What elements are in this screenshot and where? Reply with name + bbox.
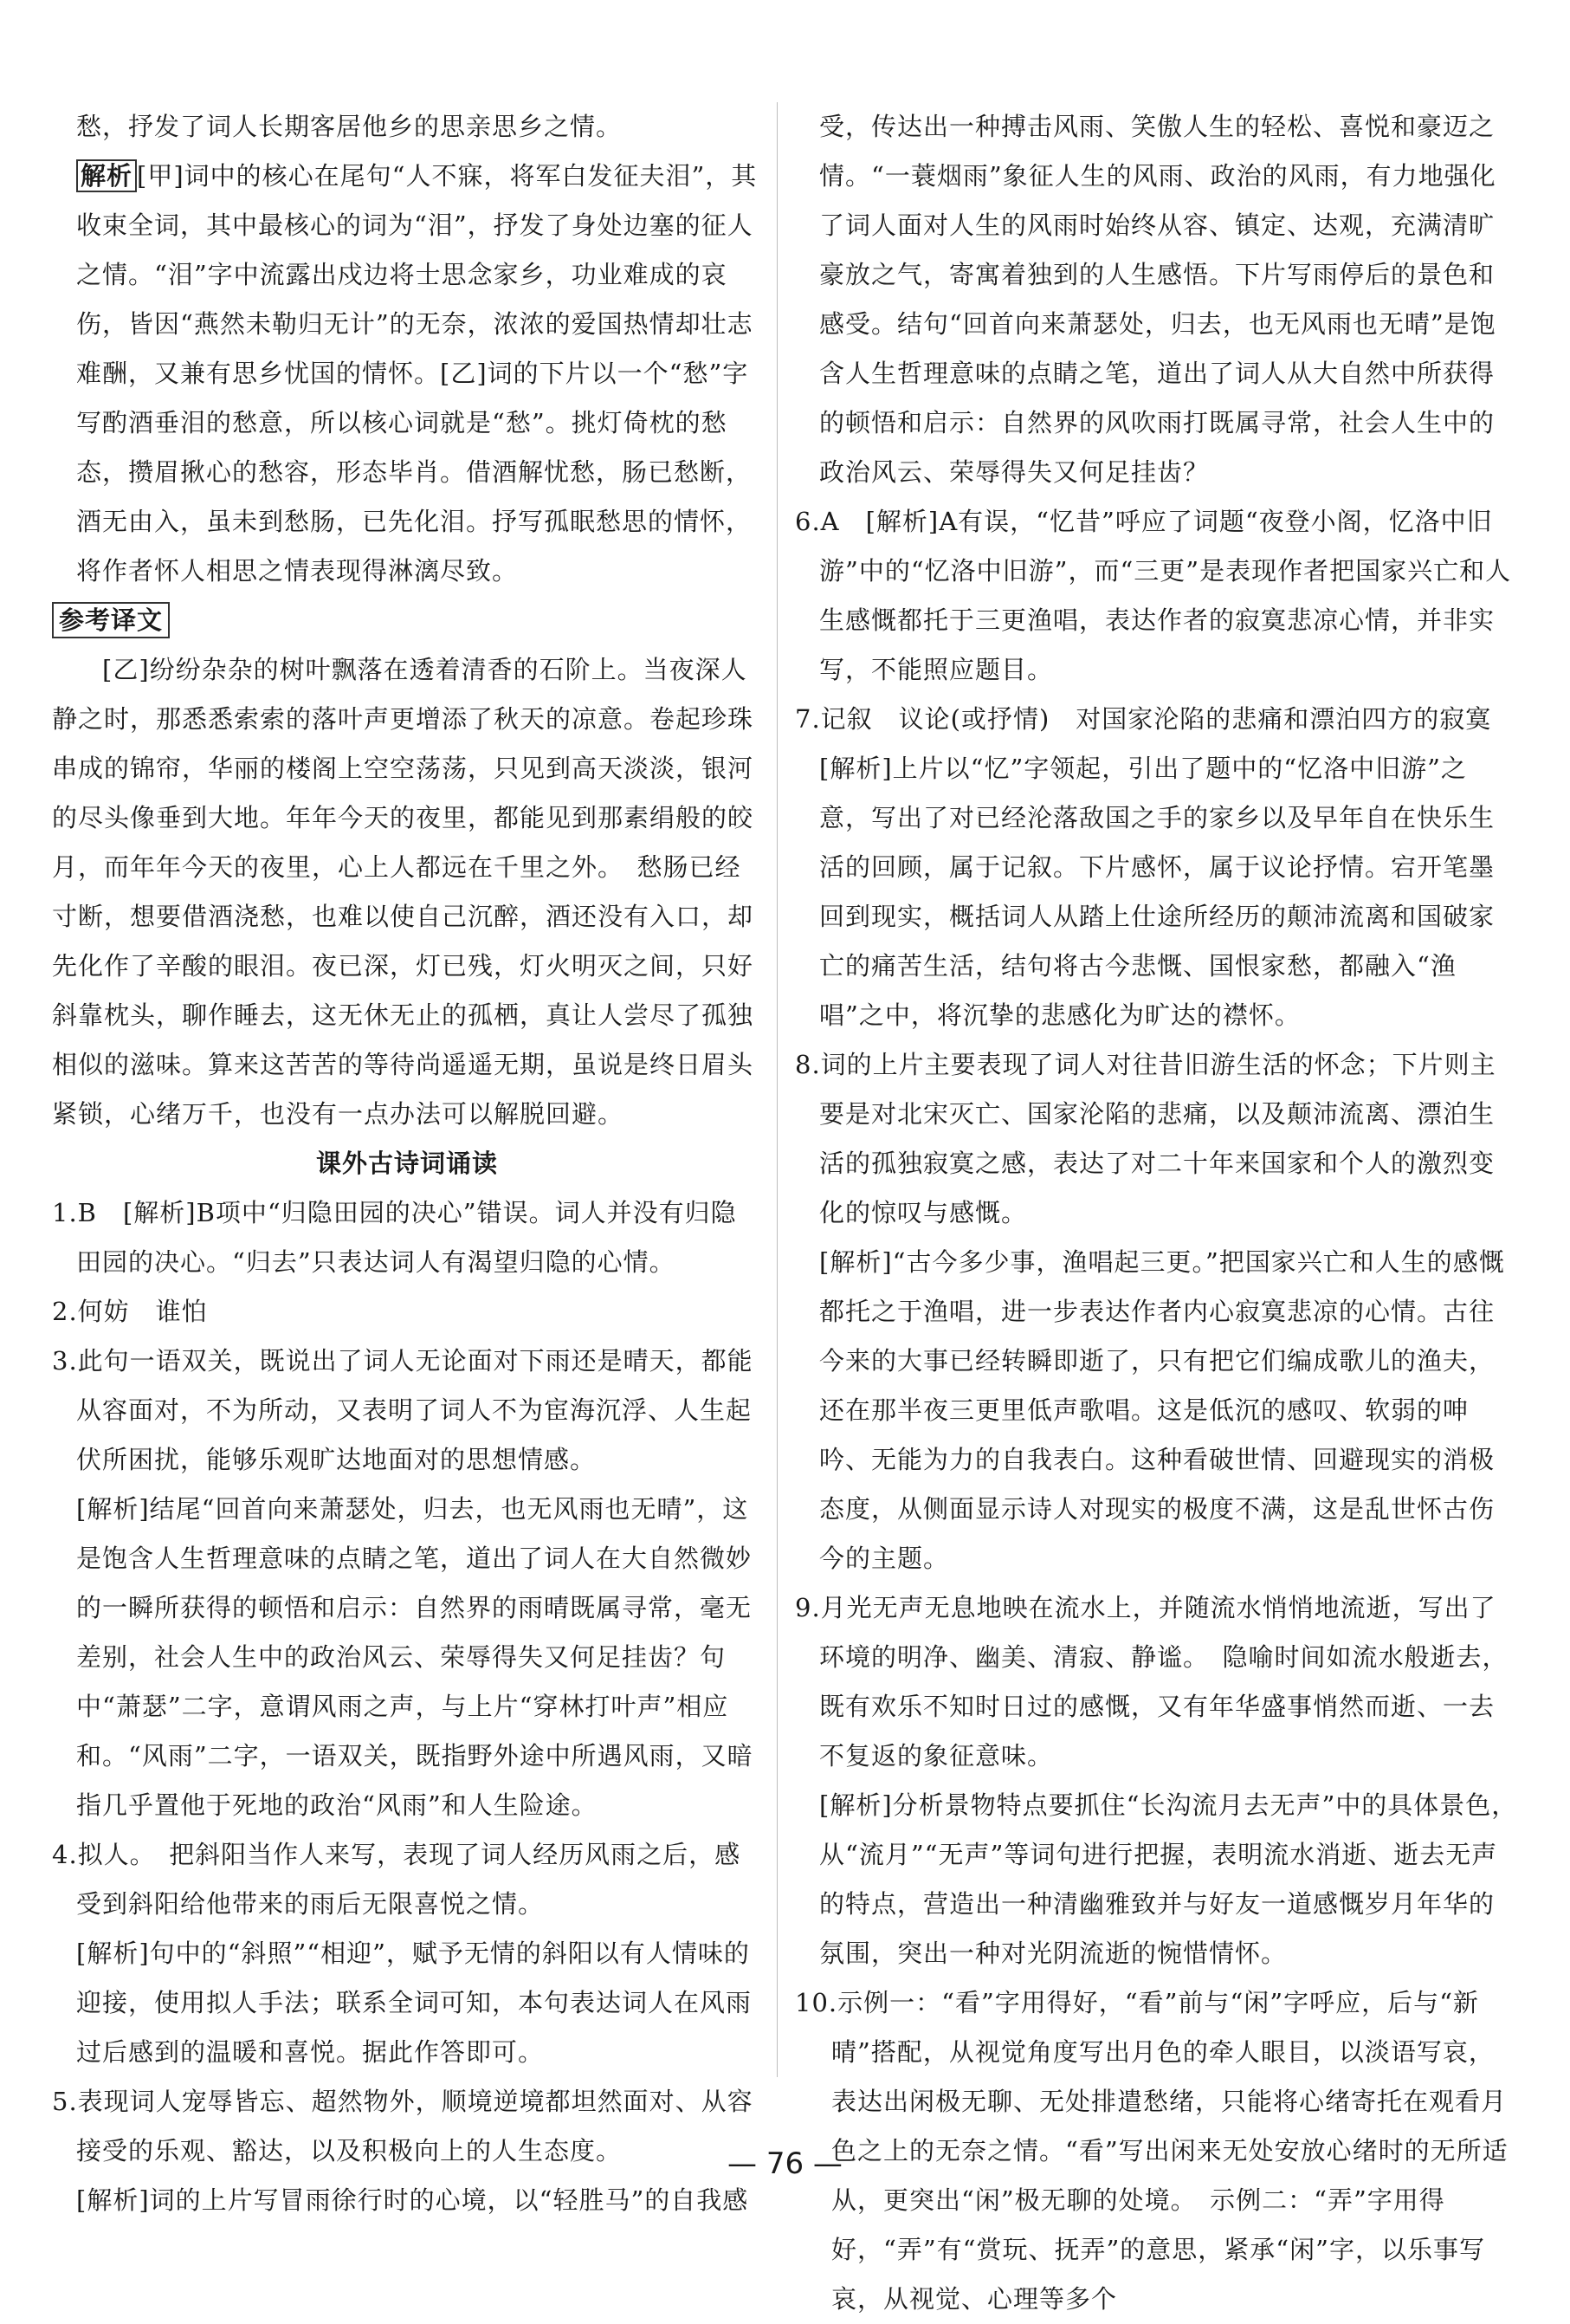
answer-1: 1.B [解析]B项中“归隐田园的决心”错误。词人并没有归隐田园的决心。“归去”只表达词人有渴望归隐的心情。 (52, 1198, 737, 1277)
answer-3-analysis: [解析]结尾“回首向来萧瑟处，归去，也无风雨也无晴”，这是饱含人生哲理意味的点睛之笔，道出了词人在大自然微妙的一瞬所获得的顿悟和启示：自然界的雨晴既属寻常，毫无差别，社会人生中的政治风云、荣辱得失又何足挂齿？句中“萧瑟”二字，意谓风雨之声，与上片“穿林打叶声”相应和。“风雨”二字，一语双关，既指野外途中所遇风雨，又暗指几乎置他于死地的政治“风雨”和人生险途。 (76, 1494, 753, 1820)
jiexi-tag: 解析 (76, 159, 137, 192)
answer-8: 8.词的上片主要表现了词人对往昔旧游生活的怀念；下片则主要是对北宋灭亡、国家沦陷的悲痛，以及颠沛流离、漂泊生活的孤独寂寞之感，表达了对二十年来国家和个人的激烈变化的惊叹与感慨。 (795, 1050, 1496, 1227)
jiexi-block-1: 解析 [甲]词中的核心在尾句“人不寐，将军白发征夫泪”，其收束全词，其中最核心的词为“泪”，抒发了身处边塞的征人之情。“泪”字中流露出戍边将士思念家乡，功业难成的哀伤，皆因“燕然未勒归无计”的无奈，浓浓的爱国热情却壮志难酬，又兼有思乡忧国的情怀。[乙]词的下片以一个“愁”字写酌酒垂泪的愁意，所以核心词就是“愁”。挑灯倚枕的愁态，攒眉揪心的愁容，形态毕肖。借酒解忧愁，肠已愁断，酒无由入，虽未到愁肠，已先化泪。抒写孤眠愁思的情怀，将作者怀人相思之情表现得淋漓尽致。 (76, 161, 758, 586)
answer-2: 2.何妨 谁怕 (52, 1297, 208, 1326)
answer-9-analysis: [解析]分析景物特点要抓住“长沟流月去无声”中的具体景色，从“流月”“无声”等词句进行把握，表明流水消逝、逝去无声的特点，营造出一种清幽雅致并与好友一道感慨岁月年华的氛围，突出一种对光阴流逝的惋惜情怀。 (819, 1790, 1518, 1968)
reference-translation-label: 参考译文 (52, 602, 170, 638)
answer-3: 3.此句一语双关，既说出了词人无论面对下雨还是晴天，都能从容面对，不为所动，又表明了词人不为宦海沉浮、人生起伏所困扰，能够乐观旷达地面对的思想情感。 (52, 1346, 753, 1474)
answer-9: 9.月光无声无息地映在流水上，并随流水悄悄地流逝，写出了环境的明净、幽美、清寂、静谧。 隐喻时间如流水般逝去，既有欢乐不知时日过的感慨，又有年华盛事悄然而逝、一去不复返的象征意味。 (795, 1593, 1509, 1771)
answer-5-analysis-continued: 受，传达出一种搏击风雨、笑傲人生的轻松、喜悦和豪迈之情。“一蓑烟雨”象征人生的风雨、政治的风雨，有力地强化了词人面对人生的风雨时始终从容、镇定、达观，充满清旷豪放之气，寄寓着独到的人生感悟。下片写雨停后的景色和感受。结句“回首向来萧瑟处，归去，也无风雨也无晴”是饱含人生哲理意味的点睛之笔，道出了词人从大自然中所获得的顿悟和启示：自然界的风吹雨打既属寻常，社会人生中的政治风云、荣辱得失又何足挂齿？ (819, 112, 1496, 487)
answer-5: 5.表现词人宠辱皆忘、超然物外，顺境逆境都坦然面对、从容接受的乐观、豁达，以及积极向上的人生态度。 (52, 2087, 753, 2165)
answer-7-analysis: [解析]上片以“忆”字领起，引出了题中的“忆洛中旧游”之意，写出了对已经沦落敌国之手的家乡以及早年自在快乐生活的回顾，属于记叙。下片感怀，属于议论抒情。宕开笔墨回到现实，概括词人从踏上仕途所经历的颠沛流离和国破家亡的痛苦生活，结句将古今悲慨、国恨家愁，都融入“渔唱”之中，将沉挚的悲感化为旷达的襟怀。 (819, 754, 1496, 1030)
answer-4-analysis: [解析]句中的“斜照”“相迎”，赋予无情的斜阳以有人情味的迎接，使用拟人手法；联系全词可知，本句表达词人在风雨过后感到的温暖和喜悦。据此作答即可。 (76, 1939, 753, 2067)
translation-text: [乙]纷纷杂杂的树叶飘落在透着清香的石阶上。当夜深人静之时，那悉悉索索的落叶声更增添了秋天的凉意。卷起珍珠串成的锦帘，华丽的楼阁上空空荡荡，只见到高天淡淡，银河的尽头像垂到大地。年年今天的夜里，都能见到那素绢般的皎月，而年年今天的夜里，心上人都远在千里之外。 愁肠已经寸断，想要借酒浇愁，也难以使自己沉醉，酒还没有入口，却先化作了辛酸的眼泪。夜已深，灯已残，灯火明灭之间，只好斜靠枕头，聊作睡去，这无休无止的孤栖，真让人尝尽了孤独相似的滋味。算来这苦苦的等待尚遥遥无期，虽说是终日眉头紧锁，心绪万千，也没有一点办法可以解脱回避。 (52, 655, 754, 1129)
answer-4: 4.拟人。 把斜阳当作人来写，表现了词人经历风雨之后，感受到斜阳给他带来的雨后无限喜悦之情。 (52, 1840, 741, 1919)
page-number: — 76 — (727, 2146, 843, 2181)
right-column (795, 102, 1518, 2324)
answer-10: 10.示例一：“看”字用得好，“看”前与“闲”字呼应，后与“新晴”搭配，从视觉角度写出月色的牵人眼目，以淡语写哀，表达出闲极无聊、无处排遣愁绪，只能将心绪寄托在观看月色之上的无奈之情。“看”写出闲来无处安放心绪时的无所适从，更突出“闲”极无聊的处境。 示例二：“弄”字用得好，“弄”有“赏玩、抚弄”的意思，紧承“闲”字，以乐事写哀，从视觉、心理等多个 (795, 1988, 1509, 2314)
translation-heading (52, 596, 762, 645)
answer-8-analysis: [解析]“古今多少事，渔唱起三更。”把国家兴亡和人生的感慨都托之于渔唱，进一步表达作者内心寂寞悲凉的心情。古往今来的大事已经转瞬即逝了，只有把它们编成歌儿的渔夫，还在那半夜三更里低声歌唱。这是低沉的感叹、软弱的呻吟、无能为力的自我表白。这种看破世情、回避现实的消极态度，从侧面显示诗人对现实的极度不满，这是乱世怀古伤今的主题。 (819, 1247, 1505, 1573)
column-divider (777, 102, 778, 2077)
answer-6: 6.A [解析]A有误，“忆昔”呼应了词题“夜登小阁，忆洛中旧游”中的“忆洛中旧游”，而“三更”是表现作者把国家兴亡和人生感慨都托于三更渔唱，表达作者的寂寞悲凉心情，并非实写，不能照应题目。 (795, 507, 1512, 684)
answer-7: 7.记叙 议论(或抒情) 对国家沦陷的悲痛和漂泊四方的寂寞 (795, 704, 1492, 734)
left-column (52, 102, 762, 2225)
section-title: 课外古诗词诵读 (315, 1149, 498, 1178)
answer-5-analysis: [解析]词的上片写冒雨徐行时的心境，以“轻胜马”的自我感 (76, 2185, 749, 2215)
intro-text: 愁，抒发了词人长期客居他乡的思亲思乡之情。 (76, 112, 623, 141)
